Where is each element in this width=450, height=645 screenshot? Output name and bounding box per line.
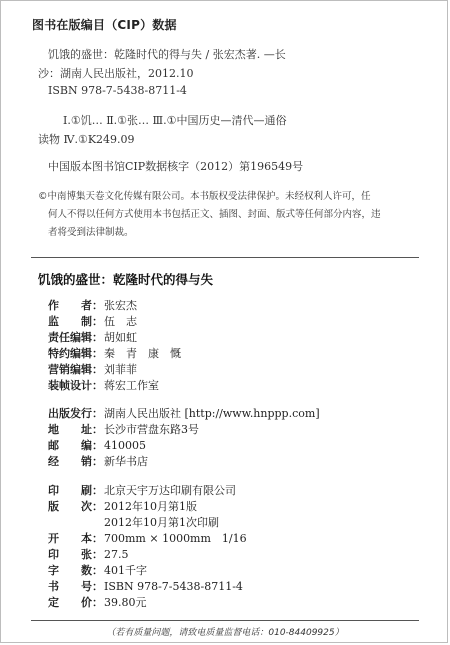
print-label: 定 价： bbox=[48, 596, 103, 609]
publish-value: 410005 bbox=[104, 439, 146, 452]
publish-label: 出版发行： bbox=[48, 407, 103, 420]
publish-value: 湖南人民出版社 [http://www.hnppp.com] bbox=[104, 407, 320, 420]
print-value: 北京天宇万达印刷有限公司 bbox=[104, 484, 236, 497]
credit-value: 张宏杰 bbox=[104, 299, 137, 312]
credit-value: 伍 志 bbox=[104, 315, 137, 328]
credit-label: 特约编辑： bbox=[48, 347, 103, 360]
divider bbox=[31, 257, 419, 258]
publish-label: 邮 编： bbox=[48, 439, 103, 452]
rights-notice bbox=[38, 188, 416, 242]
cip-line: 读物 Ⅳ.①K249.09 bbox=[38, 133, 135, 146]
print-label: 字 数： bbox=[48, 564, 103, 577]
credit-label: 监 制： bbox=[48, 315, 103, 328]
credit-value: 胡如虹 bbox=[104, 331, 137, 344]
rights-line: 者将受到法律制裁。 bbox=[48, 227, 134, 238]
cip-header: 图书在版编目（CIP）数据 bbox=[32, 18, 177, 32]
cip-line: ISBN 978-7-5438-8711-4 bbox=[48, 84, 187, 97]
print-label: 印 张： bbox=[48, 548, 103, 561]
cip-line: 饥饿的盛世：乾隆时代的得与失 / 张宏杰著. —长 bbox=[48, 48, 286, 61]
print-value: 2012年10月第1版 bbox=[104, 500, 197, 513]
publish-label: 经 销： bbox=[48, 455, 103, 468]
credit-label: 作 者： bbox=[48, 299, 103, 312]
print-value: 2012年10月第1次印刷 bbox=[104, 516, 219, 529]
cip-line: 沙：湖南人民出版社，2012.10 bbox=[38, 67, 194, 80]
publish-label: 地 址： bbox=[48, 423, 103, 436]
print-label: 书 号： bbox=[48, 580, 103, 593]
credit-value: 秦 青 康 慨 bbox=[104, 347, 181, 360]
quality-notice: （若有质量问题，请致电质量监督电话：010-84409925） bbox=[106, 628, 344, 638]
book-title: 饥饿的盛世：乾隆时代的得与失 bbox=[38, 272, 214, 287]
print-value: 700mm × 1000mm 1/16 bbox=[104, 532, 247, 545]
print-value: 401千字 bbox=[104, 564, 147, 577]
print-value: 39.80元 bbox=[104, 596, 147, 609]
credit-value: 刘菲菲 bbox=[104, 363, 137, 376]
credit-value: 蒋宏工作室 bbox=[104, 379, 159, 392]
footer-notice-box bbox=[31, 620, 419, 639]
print-label: 版 次： bbox=[48, 500, 103, 513]
print-value: 27.5 bbox=[104, 548, 129, 561]
publish-value: 新华书店 bbox=[104, 455, 148, 468]
print-value: ISBN 978-7-5438-8711-4 bbox=[104, 580, 243, 593]
cip-line: Ⅰ.①饥… Ⅱ.①张… Ⅲ.①中国历史—清代—通俗 bbox=[63, 114, 287, 127]
print-label: 印 刷： bbox=[48, 484, 103, 497]
credit-label: 营销编辑： bbox=[48, 363, 103, 376]
credit-label: 责任编辑： bbox=[48, 331, 103, 344]
credit-label: 装帧设计： bbox=[48, 379, 103, 392]
rights-line: ©中南博集天卷文化传媒有限公司。本书版权受法律保护。未经权利人许可，任 bbox=[38, 191, 371, 202]
rights-line: 何人不得以任何方式使用本书包括正文、插图、封面、版式等任何部分内容，违 bbox=[48, 209, 381, 220]
cip-line: 中国版本图书馆CIP数据核字（2012）第196549号 bbox=[48, 160, 304, 173]
print-label: 开 本： bbox=[48, 532, 103, 545]
publish-value: 长沙市营盘东路3号 bbox=[104, 423, 199, 436]
